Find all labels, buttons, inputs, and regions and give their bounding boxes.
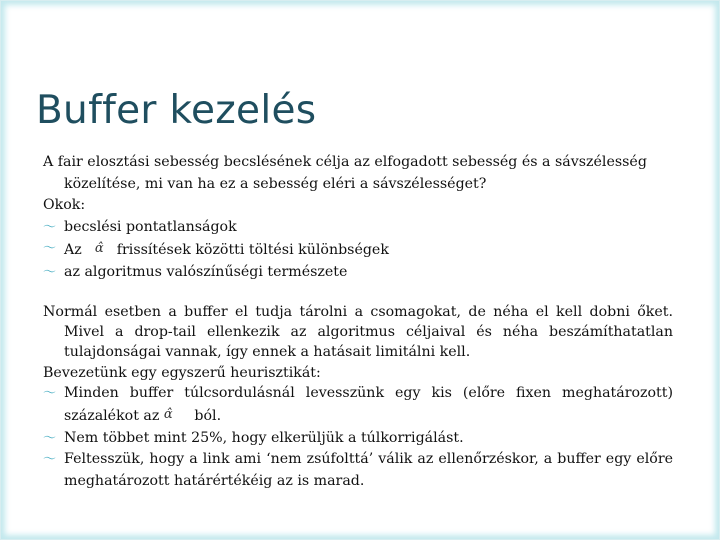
- heuristic-item-1: [43, 383, 673, 428]
- heuristic-text-1-post: ból.: [194, 408, 222, 425]
- slide-title: Buffer kezelés: [36, 88, 317, 133]
- reason-item-3: [43, 262, 673, 284]
- heuristic-item-3: [43, 449, 673, 492]
- okok-label: Okok:: [43, 197, 86, 213]
- reason-text-2-pre: Az: [64, 242, 82, 258]
- alpha-hat-symbol: α̂: [163, 407, 173, 423]
- heuristic-item-2: [43, 428, 673, 450]
- heuristic-text-2: Nem többet mint 25%, hogy elkerüljük a túlkorrigálást.: [64, 429, 464, 446]
- heuristic-text-3: Feltesszük, hogy a link ami ‘nem zsúfolttá’ válik az ellenőrzéskor, a buffer egy előre meghatározott határértékéig az is marad.: [64, 451, 673, 489]
- reason-item-1: [43, 217, 673, 239]
- reason-text-1: becslési pontatlanságok: [64, 218, 237, 235]
- reason-text-2-post: frissítések közötti töltési különbségek: [116, 242, 389, 258]
- wavy-bullet-icon: 〜: [43, 452, 57, 468]
- wavy-bullet-icon: 〜: [43, 264, 57, 280]
- buffer-paragraph: Normál esetben a buffer el tudja tárolni a csomagokat, de néha el kell dobni őket. Mivel a drop-tail ellenkezik az algoritmus céljaival és néha beszámíthatatlan tulajdonságai vannak, így ennek a hatásait limitálni kell.: [43, 304, 673, 361]
- heuristic-text-1-pre: Minden buffer túlcsordulásnál levesszünk egy kis (előre fixen meghatározott) százalékot az: [64, 384, 673, 425]
- heuristic-section: [43, 302, 673, 492]
- wavy-bullet-icon: 〜: [43, 219, 57, 235]
- wavy-bullet-icon: 〜: [43, 385, 57, 401]
- wavy-bullet-icon: 〜: [43, 430, 57, 446]
- wavy-bullet-icon: 〜: [43, 241, 57, 256]
- reasons-section: [43, 152, 673, 283]
- heuristic-label: Bevezetünk egy egyszerű heurisztikát:: [43, 364, 321, 381]
- intro-paragraph: A fair elosztási sebesség becslésének célja az elfogadott sebesség és a sávszélesség közelítése, mi van ha ez a sebesség eléri a sávszélességet?: [43, 154, 647, 192]
- reason-text-3: az algoritmus valószínűségi természete: [64, 263, 348, 280]
- alpha-hat-symbol: α̂: [94, 241, 104, 256]
- reason-item-2: [43, 238, 673, 262]
